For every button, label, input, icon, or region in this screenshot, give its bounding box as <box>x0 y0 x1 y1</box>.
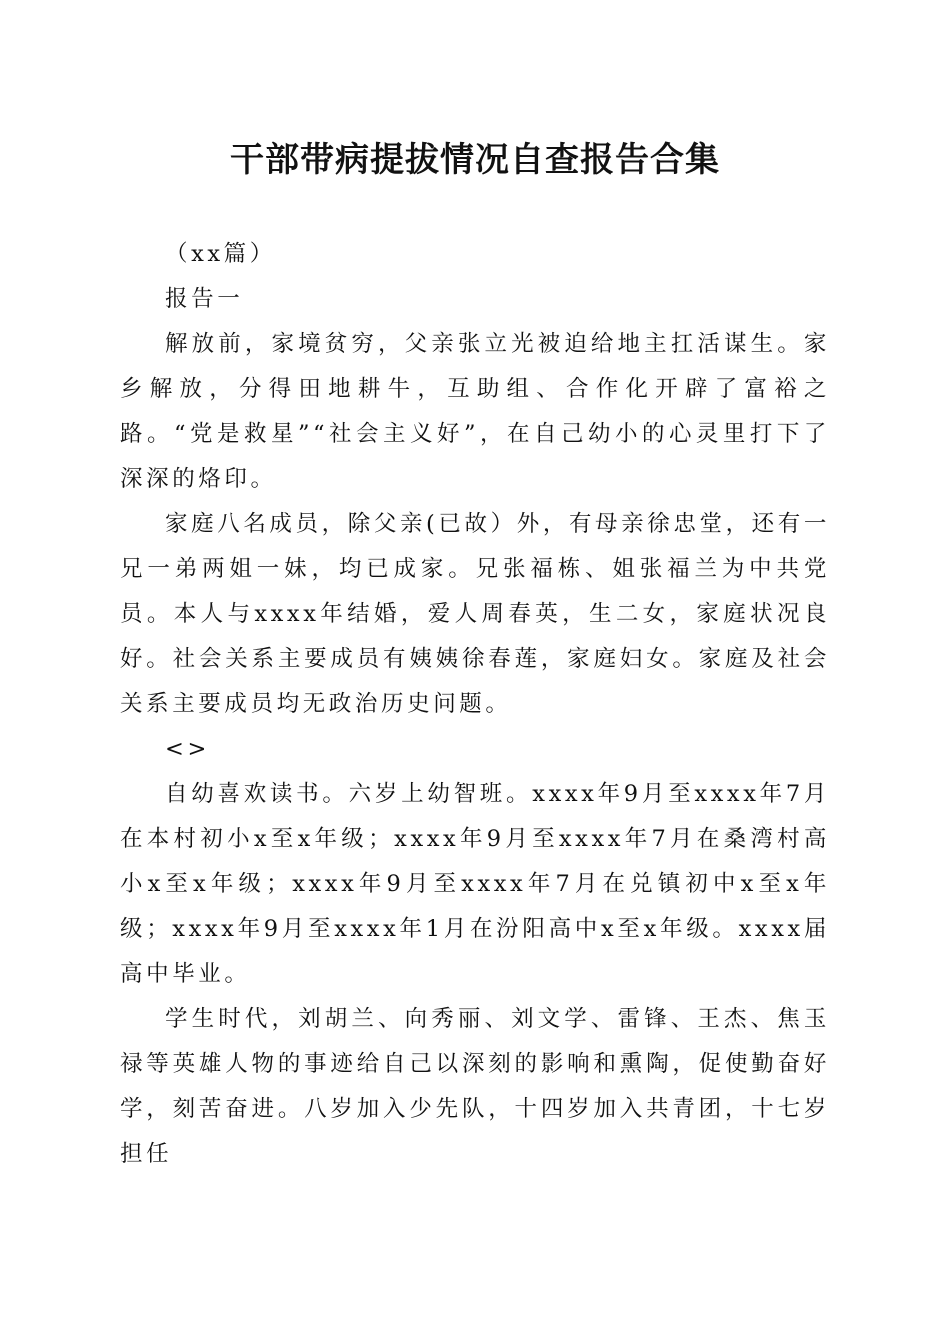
paragraph-family-members: 家庭八名成员，除父亲(已故）外，有母亲徐忠堂，还有一兄一弟两姐一妹，均已成家。兄张福栋、姐张福兰为中共党员。本人与xxxx年结婚，爱人周春英，生二女，家庭状况良好。社会关系主要成员有姨姨徐春莲，家庭妇女。家庭及社会关系主要成员均无政治历史问题。 <box>120 511 830 717</box>
section-heading: 报告一 <box>165 286 244 312</box>
document-body <box>120 232 830 1177</box>
subtitle-count: （xx篇） <box>165 241 276 267</box>
paragraph-student-years: 学生时代，刘胡兰、向秀丽、刘文学、雷锋、王杰、焦玉禄等英雄人物的事迹给自己以深刻的影响和熏陶，促使勤奋好学，刻苦奋进。八岁加入少先队，十四岁加入共青团，十七岁担任 <box>120 1006 830 1167</box>
paragraph-family-background: 解放前，家境贫穷，父亲张立光被迫给地主扛活谋生。家乡解放，分得田地耕牛，互助组、合作化开辟了富裕之路。“党是救星”“社会主义好”，在自己幼小的心灵里打下了深深的烙印。 <box>120 331 830 492</box>
document-title: 干部带病提拔情况自查报告合集 <box>230 140 720 180</box>
section-marker: <> <box>165 736 210 762</box>
paragraph-education: 自幼喜欢读书。六岁上幼智班。xxxx年9月至xxxx年7月在本村初小x至x年级；xxxx年9月至xxxx年7月在桑湾村高小x至x年级；xxxx年9月至xxxx年7月在兑镇初中x至x年级；xxxx年9月至xxxx年1月在汾阳高中x至x年级。xxxx届高中毕业。 <box>120 781 830 987</box>
